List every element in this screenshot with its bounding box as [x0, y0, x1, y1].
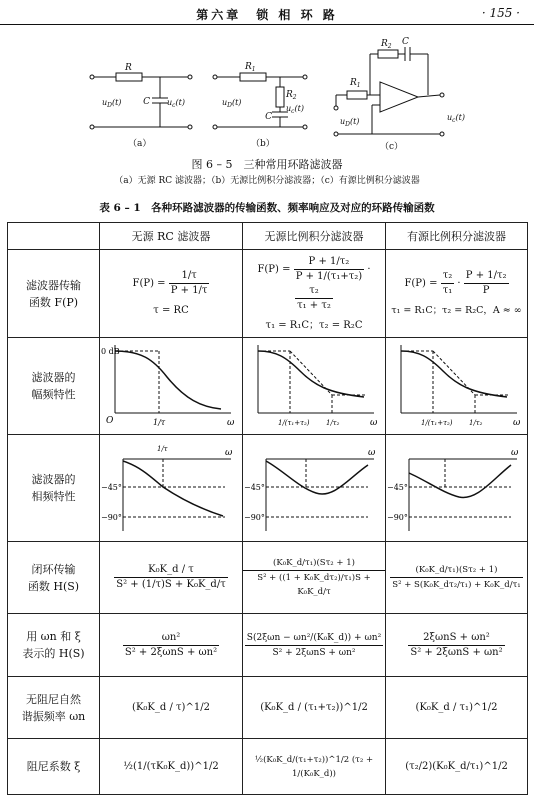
- row-label-phase: [8, 435, 100, 542]
- row-label-line: 闭环传输: [31, 562, 76, 576]
- zero-db: 0 dB: [101, 346, 120, 356]
- fp-fraction: [441, 269, 455, 298]
- row-label-line: 滤波器的: [31, 473, 76, 486]
- row-phase: [8, 435, 528, 542]
- header-empty: [8, 223, 100, 250]
- hs-fraction: [114, 563, 228, 592]
- tick-tau2: 1/τ₂: [468, 418, 482, 427]
- m90: −90°: [101, 512, 122, 522]
- fp-fraction: [169, 269, 210, 298]
- label-in-a: $u_D(t)$: [102, 98, 122, 109]
- hsw-fraction: [245, 631, 383, 660]
- hsw-fraction: [123, 631, 219, 660]
- tick-tau2: 1/τ₂: [326, 418, 340, 427]
- fp-num: τ₂: [295, 284, 333, 299]
- row-label-line: 谐振频率 ωn: [21, 709, 86, 723]
- phase-plot-passive-cell: [243, 435, 386, 542]
- mag-plot-rc: [101, 339, 241, 431]
- label-r: R: [125, 63, 132, 73]
- table-header-row: [8, 223, 528, 250]
- fp-passive-pi: F(P) = $\frac{\text{P + 1/τ₂}}{\text{P + 1/(τ₁+τ₂)}}$ · $\frac{\text{τ₂}}{\text{τ₁ + τ₂}}$ τ₁ = R₁C；τ₂ = R₂C: [243, 250, 386, 338]
- fp-fraction: [294, 255, 364, 284]
- hsw-active: [386, 614, 528, 677]
- row-label-line: 函数 H(S): [27, 579, 80, 593]
- row-label-xi: 阻尼系数 ξ: [8, 739, 100, 795]
- fp-rc: [100, 250, 243, 338]
- fp-num: P + 1/τ₂: [294, 255, 364, 270]
- filter-table: [7, 222, 528, 795]
- figure-subcaption: （a）无源 RC 滤波器；（b）无源比例积分滤波器；（c）有源比例积分滤波器: [114, 176, 420, 186]
- hsw-den: S² + 2ξωnS + ωn²: [124, 646, 218, 658]
- fp-tau: τ₁ = R₁C；τ₂ = R₂C: [265, 319, 363, 331]
- wn-passive: (K₀K_d / (τ₁+τ₂))^1/2: [243, 677, 386, 739]
- label-out-a: $u_c(t)$: [167, 98, 185, 109]
- label-in-c: $u_D(t)$: [340, 117, 360, 128]
- fp-den: P + 1/(τ₁+τ₂): [295, 270, 363, 282]
- row-label-mag: [8, 338, 100, 435]
- fp-active-pi: F(P) = $\frac{\text{τ₂}}{\text{τ₁}}$ · $\frac{\text{P + 1/τ₂}}{P}$ τ₁ = R₁C；τ₂ = R₂C，A ≈ ∞: [386, 250, 528, 338]
- row-magnitude: [8, 338, 528, 435]
- m45: −45°: [244, 482, 265, 492]
- row-label-fp: [8, 250, 100, 338]
- label-out-b: $u_c(t)$: [286, 104, 304, 115]
- label-r2-b: $R_2$: [286, 90, 297, 101]
- row-transfer-function: [8, 250, 528, 338]
- tick-tau12: 1/(τ₁+τ₂): [420, 418, 452, 427]
- table-caption: 表 6 – 1 各种环路滤波器的传输函数、频率响应及对应的环路传输函数: [99, 202, 435, 214]
- row-xi: [8, 739, 528, 795]
- hsw-den: S² + 2ξωnS + ωn²: [272, 647, 356, 658]
- fp-tau: τ = RC: [153, 305, 189, 316]
- label-c-c: C: [402, 37, 409, 47]
- tick-1-tau: 1/τ: [157, 444, 168, 453]
- hs-den: S² + (1/τ)S + K₀K_d/τ: [116, 579, 226, 590]
- tick-tau12: 1/(τ₁+τ₂): [278, 418, 310, 427]
- origin: O: [106, 415, 114, 426]
- label-c-a: C: [143, 97, 150, 107]
- tick-1-tau: 1/τ: [153, 417, 166, 427]
- omega: ω: [370, 417, 378, 428]
- row-label-line: 无阻尼自然: [26, 692, 81, 706]
- fp-num: τ₂: [441, 269, 455, 284]
- xi-passive: ½(K₀K_d/(τ₁+τ₂))^1/2 (τ₂ + 1/(K₀K_d)): [243, 739, 386, 795]
- page-header: [0, 0, 534, 25]
- row-label-line: 相频特性: [31, 490, 76, 503]
- hsw-den: S² + 2ξωnS + ωn²: [410, 646, 503, 658]
- xi-rc: ½(1/(τK₀K_d))^1/2: [100, 739, 243, 795]
- circuit-figure: [0, 32, 534, 152]
- phase-plot-active-cell: [386, 435, 528, 542]
- phase-plot-rc-cell: [100, 435, 243, 542]
- mag-plot-rc-cell: [100, 338, 243, 435]
- phase-plot-active: [387, 437, 527, 537]
- row-wn: [8, 677, 528, 739]
- row-label-hs-wn: [8, 614, 100, 677]
- row-label-line: 用 ωn 和 ξ: [26, 630, 81, 643]
- phase-plot-rc: [101, 437, 241, 537]
- row-hs-wn: [8, 614, 528, 677]
- mag-plot-passive: [244, 339, 384, 431]
- hsw-num: ωn²: [123, 631, 219, 646]
- fp-lhs: F(P) =: [257, 263, 291, 275]
- fp-fraction-2: [295, 284, 333, 313]
- hs-passive: [243, 542, 386, 614]
- m90: −90°: [386, 512, 408, 522]
- fp-tau: τ₁ = R₁C；τ₂ = R₂C，A ≈ ∞: [391, 305, 522, 316]
- fp-num: 1/τ: [169, 269, 210, 284]
- mag-plot-active-cell: [386, 338, 528, 435]
- row-label-line: 幅频特性: [31, 388, 76, 401]
- fp-den: P + 1/τ: [170, 285, 208, 296]
- row-label-wn: [8, 677, 100, 739]
- fp-fraction-2: [464, 269, 509, 298]
- phase-plot-passive: [244, 437, 384, 537]
- row-closed-loop: [8, 542, 528, 614]
- label-r1-c: $R_1$: [350, 78, 361, 89]
- hs-fraction: [243, 556, 385, 599]
- fp-lhs: F(P) =: [404, 278, 438, 289]
- sub-b: （b）: [251, 139, 275, 149]
- omega: ω: [368, 447, 376, 458]
- row-label-line: 滤波器传输: [26, 278, 81, 292]
- xi-active: (τ₂/2)(K₀K_d/τ₁)^1/2: [386, 739, 528, 795]
- hsw-num: 2ξωnS + ωn²: [408, 631, 504, 646]
- fp-lhs: F(P) =: [132, 278, 166, 289]
- hsw-rc: [100, 614, 243, 677]
- row-label-line: 滤波器的: [31, 371, 76, 384]
- hs-rc: [100, 542, 243, 614]
- row-label-line: 表示的 H(S): [22, 647, 85, 660]
- hs-active: [386, 542, 528, 614]
- label-r2-c: $R_2$: [381, 39, 392, 50]
- hs-den: S² + ((1 + K₀K_dτ₂)/τ₁)S + K₀K_d/τ: [257, 573, 371, 597]
- hsw-num: S(2ξωn − ωn²/(K₀K_d)) + ωn²: [245, 631, 383, 646]
- col-header-active-pi: 有源比例积分滤波器: [386, 223, 528, 250]
- label-in-b: $u_D(t)$: [222, 98, 242, 109]
- mag-plot-active: [387, 339, 527, 431]
- sub-a: （a）: [128, 139, 152, 149]
- figure-caption: 图 6 – 5 三种常用环路滤波器: [191, 158, 343, 171]
- page-number: · 155 ·: [481, 6, 520, 20]
- omega: ω: [510, 447, 518, 458]
- hs-num: (K₀K_d/τ₁)(Sτ₂ + 1): [390, 563, 522, 578]
- label-c-b: C: [265, 112, 272, 122]
- fp-den: τ₁ + τ₂: [297, 299, 331, 311]
- m90: −90°: [244, 512, 265, 522]
- col-header-passive-pi: 无源比例积分滤波器: [243, 223, 386, 250]
- fp-num: P + 1/τ₂: [464, 269, 509, 284]
- label-r1-b: $R_1$: [245, 62, 256, 73]
- m45: −45°: [386, 482, 408, 492]
- hs-num: (K₀K_d/τ₁)(Sτ₂ + 1): [243, 556, 385, 571]
- m45: −45°: [101, 482, 122, 492]
- hsw-fraction: [408, 631, 504, 660]
- hs-num: K₀K_d / τ: [114, 563, 228, 578]
- omega: ω: [227, 417, 235, 428]
- label-out-c: $u_c(t)$: [447, 113, 465, 124]
- hs-den: S² + S(K₀K_dτ₂/τ₁) + K₀K_d/τ₁: [392, 580, 521, 590]
- col-header-rc: 无源 RC 滤波器: [100, 223, 243, 250]
- fp-den: τ₁: [442, 285, 453, 296]
- hs-fraction: [390, 563, 522, 592]
- chapter-title: 第六章 锁 相 环 路: [196, 8, 338, 22]
- fp-den: P: [482, 285, 490, 296]
- omega: ω: [512, 417, 520, 428]
- mag-plot-passive-cell: [243, 338, 386, 435]
- hsw-passive: [243, 614, 386, 677]
- wn-active: (K₀K_d / τ₁)^1/2: [386, 677, 528, 739]
- omega: ω: [225, 447, 233, 458]
- row-label-line: 函数 F(P): [28, 295, 79, 309]
- row-label-hs: [8, 542, 100, 614]
- sub-c: （c）: [380, 142, 404, 152]
- wn-rc: (K₀K_d / τ)^1/2: [100, 677, 243, 739]
